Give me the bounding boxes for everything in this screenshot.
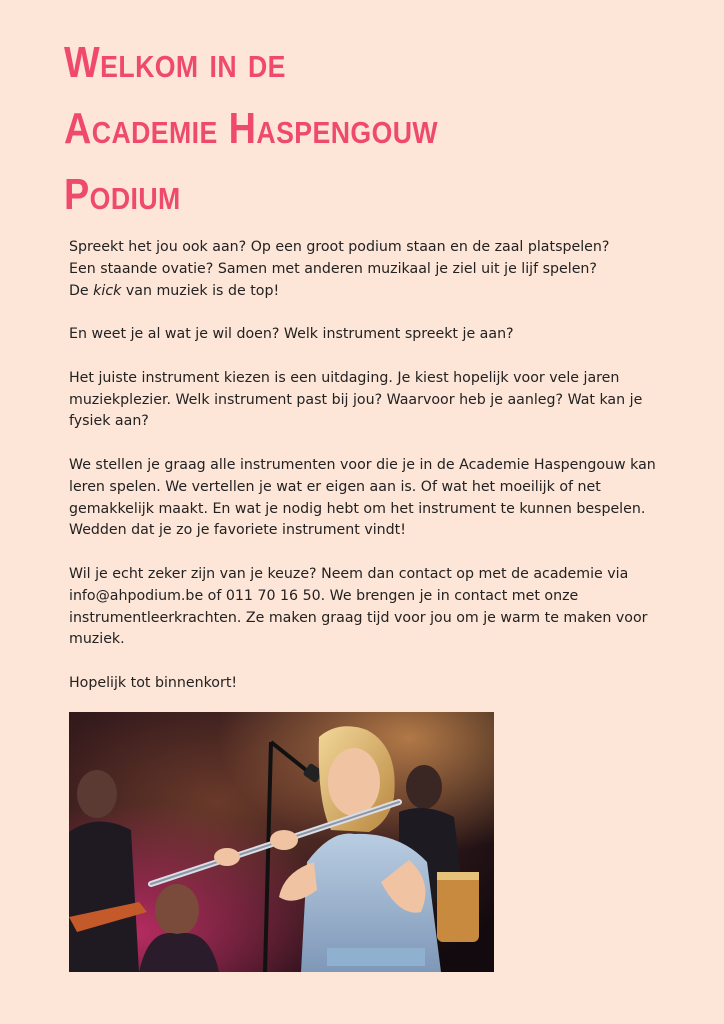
paragraph-line: Hopelijk tot binnenkort! [69,674,238,691]
body-text [69,237,669,717]
photo-illustration [69,712,494,972]
paragraph-line: Wil je echt zeker zijn van je keuze? Neem dan contact op met de academie via [69,565,629,582]
flute-player-photo [69,712,494,972]
title-line-1: Welkom in de [64,38,286,87]
paragraph-line: leren spelen. We vertellen je wat er eigen aan is. Of wat het moeilijk of net [69,478,601,495]
paragraph-line: info@ahpodium.be of 011 70 16 50. We brengen je in contact met onze [69,587,579,604]
text-fragment: De [69,282,94,299]
paragraph-line: gemakkelijk maakt. En wat je nodig hebt om het instrument te kunnen bespelen. [69,500,646,517]
title-line-3: Podium [64,170,181,219]
paragraph-line [69,281,669,303]
text-fragment: van muziek is de top! [121,282,280,299]
paragraph-line: muziekplezier. Welk instrument past bij jou? Waarvoor heb je aanleg? Wat kan je [69,391,643,408]
title-line-2: Academie Haspengouw [64,104,439,153]
paragraph-line: En weet je al wat je wil doen? Welk instrument spreekt je aan? [69,326,514,343]
paragraph-closing [69,673,669,695]
paragraph-line: fysiek aan? [69,413,149,430]
paragraph-line: Een staande ovatie? Samen met anderen muzikaal je ziel uit je lijf spelen? [69,260,597,277]
paragraph-line: Spreekt het jou ook aan? Op een groot podium staan en de zaal platspelen? [69,239,610,255]
paragraph-line: We stellen je graag alle instrumenten voor die je in de Academie Haspengouw kan [69,456,656,473]
paragraph-line: Het juiste instrument kiezen is een uitdaging. Je kiest hopelijk voor vele jaren [69,369,620,386]
paragraph-intro [69,237,669,302]
emphasis-kick: kick [93,282,122,299]
paragraph-instruments [69,455,669,542]
paragraph-line: instrumentleerkrachten. Ze maken graag tijd voor jou om je warm te maken voor [69,609,648,626]
page-title [64,30,597,228]
paragraph-line: Wedden dat je zo je favoriete instrument vindt! [69,522,406,539]
paragraph-question [69,324,669,346]
paragraph-line: muziek. [69,631,125,648]
paragraph-contact [69,564,669,651]
paragraph-choice [69,368,669,433]
